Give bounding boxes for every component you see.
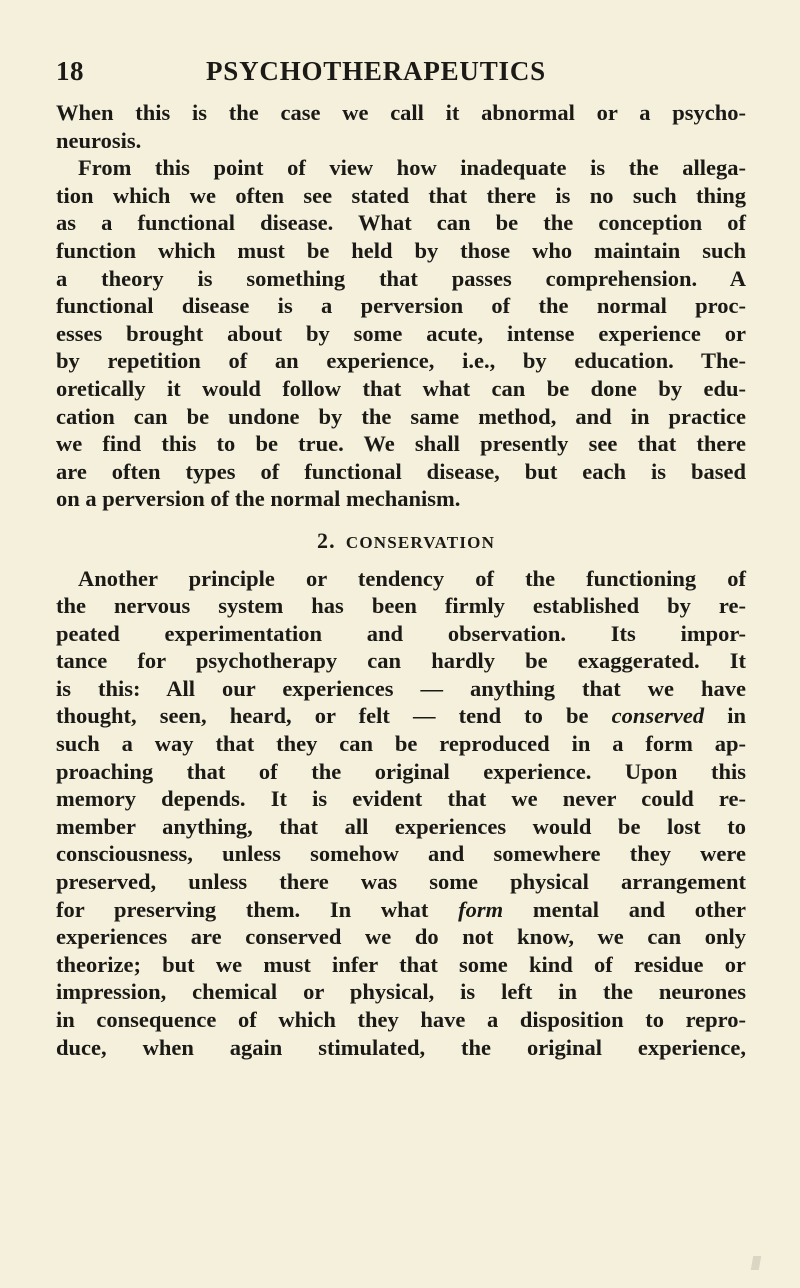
text-line: function which must be held by those who maintain such <box>56 237 746 263</box>
text-line: proaching that of the original experience. Upon this <box>56 758 746 784</box>
text-line: we find this to be true. We shall presently see that there <box>56 431 746 457</box>
text-line: functional disease is a perversion of the normal proc- <box>56 293 746 319</box>
text-line: memory depends. It is evident that we never could re- <box>56 786 746 812</box>
text-line: as a functional disease. What can be the conception of <box>56 210 746 236</box>
text-run: for preserving them. In what <box>56 896 459 922</box>
text-run: in <box>704 703 746 729</box>
text-line: oretically it would follow that what can be done by edu- <box>56 375 746 401</box>
section-title: CONSERVATION <box>345 532 496 552</box>
paper-speck <box>751 1256 761 1270</box>
text-line: When this is the case we call it abnormal or a psycho- <box>56 100 746 125</box>
text-line: tance for psychotherapy can hardly be exaggerated. It <box>56 648 746 674</box>
text-line: member anything, that all experiences would be lost to <box>56 813 746 839</box>
text-line: tion which we often see stated that there is no such thing <box>56 182 746 208</box>
text-line: peated experimentation and observation. Its impor- <box>56 620 746 646</box>
emphasis-form: form <box>458 896 504 922</box>
emphasis-conserved: conserved <box>611 703 705 729</box>
text-line: neurosis. <box>56 127 142 153</box>
body-text <box>56 99 746 1061</box>
running-head: PSYCHOTHERAPEUTICS <box>206 56 546 86</box>
text-line: esses brought about by some acute, intense experience or <box>56 320 746 346</box>
text-line: on a perversion of the normal mechanism. <box>56 486 461 512</box>
text-line: consciousness, unless somehow and somewhere they were <box>56 841 746 867</box>
text-line: theorize; but we must infer that some kind of residue or <box>56 951 746 977</box>
text-line: such a way that they can be reproduced in a form ap- <box>56 731 746 757</box>
text-line: preserved, unless there was some physical arrangement <box>56 869 746 895</box>
section-heading <box>56 527 746 555</box>
text-line: cation can be undone by the same method, and in practice <box>56 403 746 429</box>
text-line: impression, chemical or physical, is left in the neurones <box>56 979 746 1005</box>
text-line: a theory is something that passes comprehension. A <box>56 265 746 291</box>
page-number: 18 <box>56 56 84 86</box>
text-line: From this point of view how inadequate is the allega- <box>78 155 746 181</box>
paragraph-1 <box>56 99 746 154</box>
text-line: in consequence of which they have a disposition to repro- <box>56 1007 746 1032</box>
text-line: duce, when again stimulated, the original experience, <box>56 1034 746 1060</box>
text-line <box>56 896 746 924</box>
text-line: by repetition of an experience, i.e., by education. The- <box>56 348 746 374</box>
text-line: is this: All our experiences — anything that we have <box>56 675 746 701</box>
text-line: are often types of functional disease, but each is based <box>56 458 746 484</box>
section-number: 2. <box>316 527 336 553</box>
text-line: the nervous system has been firmly established by re- <box>56 593 746 619</box>
page-header <box>56 56 746 96</box>
text-line: Another principle or tendency of the functioning of <box>78 565 746 591</box>
text-line <box>56 702 746 730</box>
text-run: thought, seen, heard, or felt — tend to be <box>56 703 612 729</box>
text-run: mental and other <box>503 896 746 922</box>
paragraph-3 <box>56 565 746 1062</box>
text-line: experiences are conserved we do not know, we can only <box>56 924 746 950</box>
paragraph-2 <box>56 154 746 513</box>
